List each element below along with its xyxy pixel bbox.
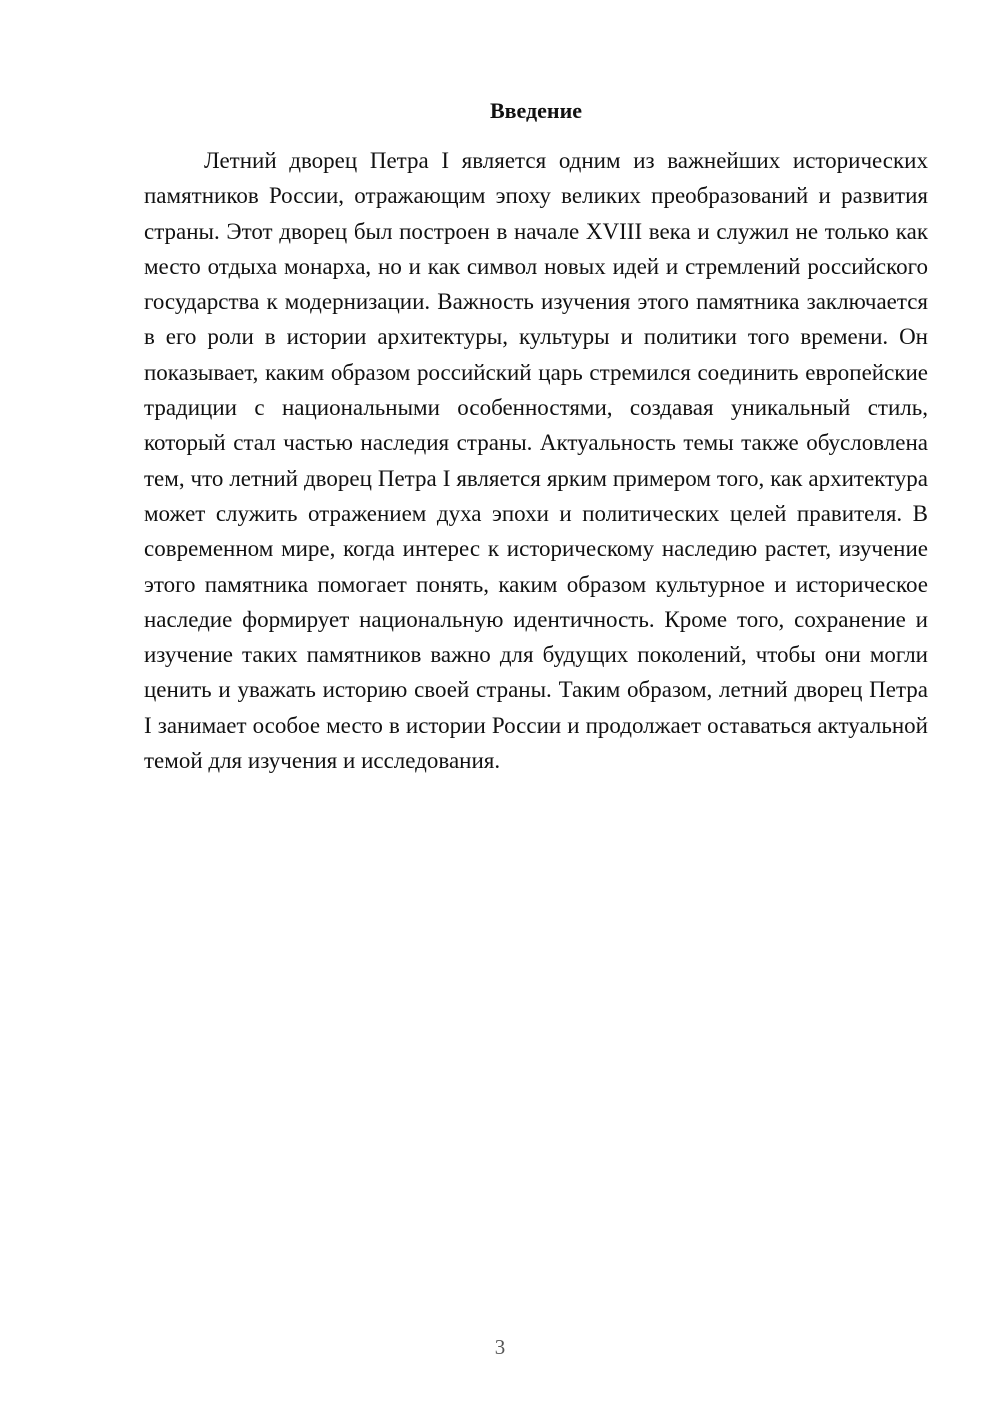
page-number: 3 — [494, 1335, 506, 1359]
section-heading: Введение — [489, 98, 583, 123]
body-paragraph: Летний дворец Петра I является одним из важнейших исторических памятников России, отражающим эпоху великих преобразований и развития страны. Этот дворец был построен в начале XVIII века и служил не только как место отдыха монарха, но и как символ новых идей и стремлений российского государства к модернизации. Важность изучения этого памятника заключается в его роли в истории архитектуры, культуры и политики того времени. Он показывает, каким образом российский царь стремился соединить европейские традиции с национальными особенностями, создавая уникальный стиль, который стал частью наследия страны. Актуальность темы также обусловлена тем, что летний дворец Петра I является ярким примером того, как архитектура может служить отражением духа эпохи и политических целей правителя. В современном мире, когда интерес к историческому наследию растет, изучение этого памятника помогает понять, каким образом культурное и историческое наследие формирует национальную идентичность. Кроме того, сохранение и изучение таких памятников важно для будущих поколений, чтобы они могли ценить и уважать историю своей страны. Таким образом, летний дворец Петра I занимает особое место в истории России и продолжает оставаться актуальной темой для изучения и исследования. — [144, 148, 928, 774]
